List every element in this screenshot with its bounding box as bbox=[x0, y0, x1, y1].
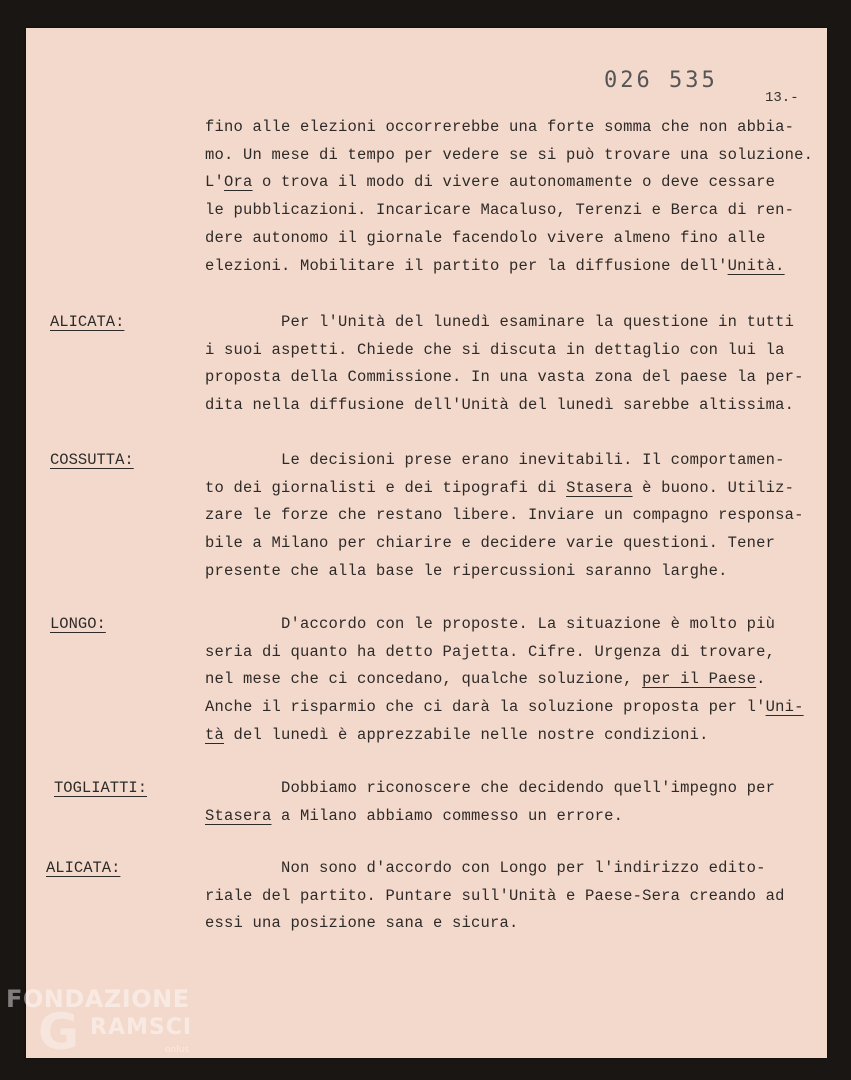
underlined-text: per il Paese bbox=[642, 670, 757, 689]
text-line: mo. Un mese di tempo per vedere se si può trovare una soluzione. bbox=[205, 145, 814, 164]
text-line: dere autonomo il giornale facendolo vivere almeno fino alle bbox=[205, 228, 766, 247]
text-line: L'Ora o trova il modo di vivere autonomamente o deve cessare bbox=[205, 173, 776, 192]
text-line: nel mese che ci concedano, qualche soluzione, per il Paese. bbox=[205, 670, 766, 689]
page-number: 13.- bbox=[765, 90, 799, 106]
text-line: D'accordo con le proposte. La situazione è molto più bbox=[205, 615, 776, 633]
text-line: Dobbiamo riconoscere che decidendo quell'impegno per bbox=[205, 779, 776, 797]
text-line: Non sono d'accordo con Longo per l'indirizzo edito- bbox=[205, 859, 766, 877]
text-line: proposta della Commissione. In una vasta zona del paese la per- bbox=[205, 368, 804, 387]
speaker-togliatti: TOGLIATTI: bbox=[54, 779, 148, 797]
text-line: Per l'Unità del lunedì esaminare la questione in tutti bbox=[205, 313, 795, 331]
text-line: presente che alla base le ripercussioni saranno larghe. bbox=[205, 561, 728, 580]
underlined-text: tà bbox=[205, 725, 225, 744]
text-line: to dei giornalisti e dei tipografi di Stasera è buono. Utiliz- bbox=[205, 478, 795, 497]
underlined-text: Ora bbox=[224, 173, 253, 192]
underlined-text: Stasera bbox=[205, 806, 272, 825]
text-line: Anche il risparmio che ci darà la soluzione proposta per l'Uni- bbox=[205, 698, 804, 717]
underlined-text: Stasera bbox=[566, 478, 633, 497]
text-line: elezioni. Mobilitare il partito per la diffusione dell'Unità. bbox=[205, 256, 785, 275]
text-line: tà del lunedì è apprezzabile nelle nostre condizioni. bbox=[205, 725, 709, 744]
underlined-text: Uni- bbox=[765, 698, 804, 717]
text-line: dita nella diffusione dell'Unità del lunedì sarebbe altissima. bbox=[205, 396, 795, 415]
speaker-alicata-2: ALICATA: bbox=[46, 859, 121, 877]
speaker-longo: LONGO: bbox=[50, 615, 106, 633]
text-line: zare le forze che restano libere. Inviare un compagno responsa- bbox=[205, 506, 804, 525]
text-line: Stasera a Milano abbiamo commesso un errore. bbox=[205, 806, 624, 825]
speaker-cossutta: COSSUTTA: bbox=[50, 451, 134, 469]
g-logo-icon: G bbox=[38, 1003, 80, 1061]
speaker-alicata: ALICATA: bbox=[50, 313, 125, 331]
text-line: bile a Milano per chiarire e decidere varie questioni. Tener bbox=[205, 534, 776, 553]
underlined-text: Unità. bbox=[727, 256, 785, 275]
text-line: le pubblicazioni. Incaricare Macaluso, Terenzi e Berca di ren- bbox=[205, 201, 795, 220]
text-line: seria di quanto ha detto Pajetta. Cifre. Urgenza di trovare, bbox=[205, 642, 776, 661]
text-line: essi una posizione sana e sicura. bbox=[205, 914, 519, 933]
archive-number: 026 535 bbox=[604, 68, 718, 93]
text-line: riale del partito. Puntare sull'Unità e Paese-Sera creando ad bbox=[205, 886, 785, 905]
text-line: fino alle elezioni occorrerebbe una forte somma che non abbia- bbox=[205, 118, 795, 136]
text-line: i suoi aspetti. Chiede che si discuta in dettaglio con lui la bbox=[205, 340, 785, 359]
text-line: Le decisioni prese erano inevitabili. Il comportamen- bbox=[205, 451, 785, 469]
